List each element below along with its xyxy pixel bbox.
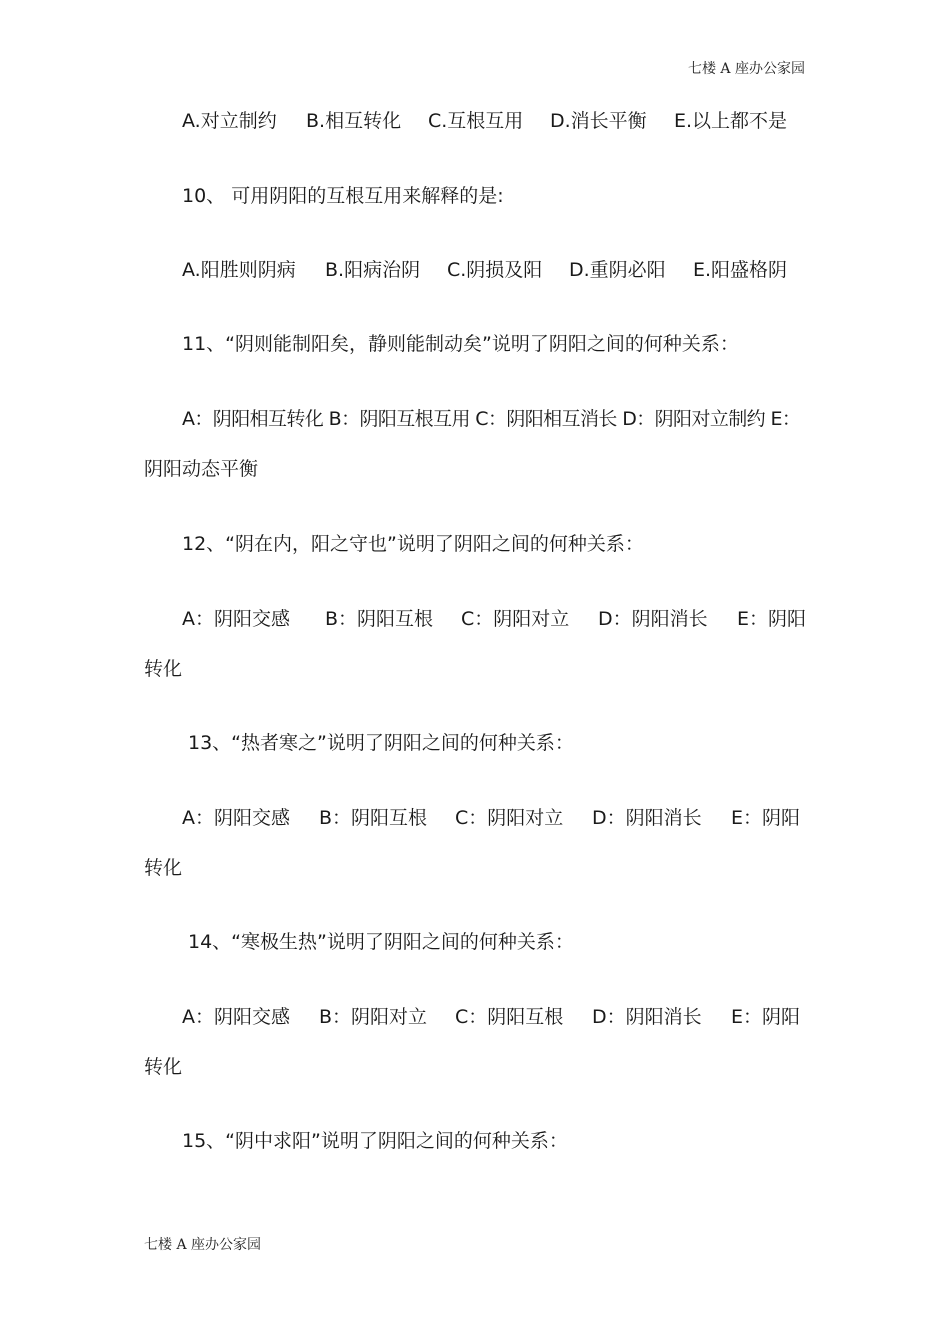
q14-option-a: A：阴阳交感: [182, 1006, 290, 1028]
q10-option-c: C.阴损及阳: [447, 259, 543, 281]
q14-option-e: E：阴阳: [731, 1006, 801, 1028]
q14-options-wrap: 转化: [144, 1056, 183, 1078]
q12-option-e: E：阴阳: [737, 608, 807, 630]
q12-question: 12、“阴在内，阳之守也”说明了阴阳之间的何种关系：: [182, 533, 644, 555]
q13-question: 13、“热者寒之”说明了阴阳之间的何种关系：: [188, 732, 574, 754]
q10-question: 10、 可用阴阳的互根互用来解释的是:: [182, 185, 504, 207]
q11-options-line2: 阴阳动态平衡: [144, 458, 259, 480]
q14-question: 14、“寒极生热”说明了阴阳之间的何种关系：: [188, 931, 574, 953]
q13-option-e: E：阴阳: [731, 807, 801, 829]
q12-option-a: A：阴阳交感: [182, 608, 290, 630]
q9-option-d: D.消长平衡: [550, 110, 647, 132]
q12-options-wrap: 转化: [144, 658, 183, 680]
q13-option-c: C：阴阳对立: [455, 807, 564, 829]
page-header: 七楼 A 座办公家园: [687, 61, 805, 77]
q14-option-c: C：阴阳互根: [455, 1006, 564, 1028]
q10-option-d: D.重阴必阳: [569, 259, 666, 281]
q14-option-d: D：阴阳消长: [592, 1006, 702, 1028]
q10-option-e: E.阳盛格阴: [693, 259, 788, 281]
q14-option-b: B：阴阳对立: [319, 1006, 428, 1028]
q9-option-a: A.对立制约: [182, 110, 277, 132]
q9-option-e: E.以上都不是: [674, 110, 788, 132]
q13-options-wrap: 转化: [144, 857, 183, 879]
q10-option-b: B.阳病治阴: [325, 259, 421, 281]
q13-option-a: A：阴阳交感: [182, 807, 290, 829]
q12-option-c: C：阴阳对立: [461, 608, 570, 630]
page-footer: 七楼 A 座办公家园: [144, 1237, 262, 1253]
q13-option-b: B：阴阳互根: [319, 807, 428, 829]
q11-options-line1: A：阴阳相互转化 B：阴阳互根互用 C：阴阳相互消长 D：阴阳对立制约 E：: [182, 408, 801, 430]
q9-option-c: C.互根互用: [428, 110, 524, 132]
q15-question: 15、“阴中求阳”说明了阴阳之间的何种关系：: [182, 1130, 568, 1152]
q12-option-b: B：阴阳互根: [325, 608, 434, 630]
q12-option-d: D：阴阳消长: [598, 608, 708, 630]
q9-option-b: B.相互转化: [306, 110, 402, 132]
q13-option-d: D：阴阳消长: [592, 807, 702, 829]
q11-question: 11、“阴则能制阳矣，静则能制动矣”说明了阴阳之间的何种关系：: [182, 333, 739, 355]
q10-option-a: A.阳胜则阴病: [182, 259, 296, 281]
